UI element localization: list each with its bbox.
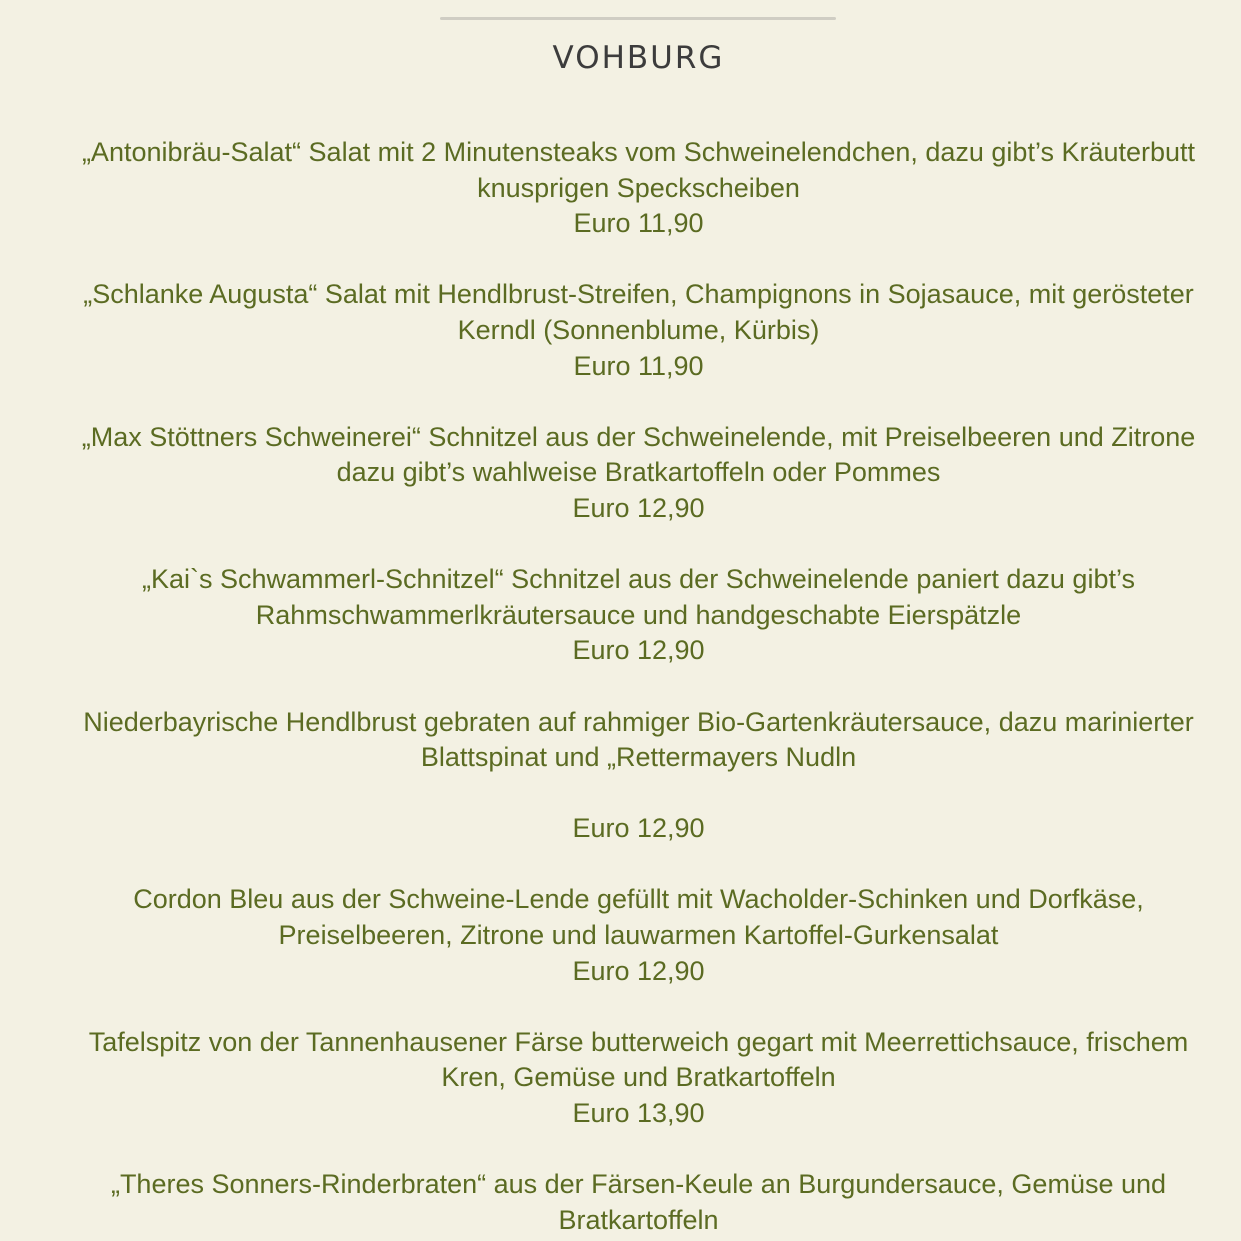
menu-item-description: Bratkartoffeln <box>558 1204 719 1235</box>
menu-item-tafelspitz <box>0 1025 1241 1132</box>
menu-item-description: Niederbayrische Hendlbrust gebraten auf rahmiger Bio-Gartenkräutersauce, dazu marinierter <box>83 706 1194 737</box>
menu-list <box>0 135 1241 1238</box>
page-title: VOHBURG <box>552 40 725 76</box>
header-divider <box>440 17 836 20</box>
menu-item-description: „Kai`s Schwammerl-Schnitzel“ Schnitzel aus der Schweinelende paniert dazu gibt’s <box>142 564 1135 595</box>
menu-item-description: Rahmschwammerlkräutersauce und handgeschabte Eierspätzle <box>255 599 1022 630</box>
menu-item-description: dazu gibt’s wahlweise Bratkartoffeln oder Pommes <box>336 457 941 488</box>
menu-item-description: knusprigen Speckscheiben <box>477 172 800 203</box>
menu-item-niederbayrische-hendlbrust <box>0 705 1241 847</box>
menu-item-theres-sonners-rinderbraten <box>0 1167 1241 1238</box>
menu-item-description: Tafelspitz von der Tannenhausener Färse butterweich gegart mit Meerrettichsauce, frischem <box>88 1026 1189 1057</box>
menu-item-price: Euro 13,90 <box>572 1098 705 1129</box>
menu-item-schlanke-augusta <box>0 277 1241 384</box>
menu-item-description: Kerndl (Sonnenblume, Kürbis) <box>457 314 820 345</box>
menu-item-description: „Antonibräu-Salat“ Salat mit 2 Minutensteaks vom Schweinelendchen, dazu gibt’s Kräuterbutt <box>81 137 1196 167</box>
menu-item-description: Blattspinat und „Rettermayers Nudln <box>420 742 857 773</box>
menu-item-description: „Schlanke Augusta“ Salat mit Hendlbrust-Streifen, Champignons in Sojasauce, mit gerösteter <box>83 279 1194 310</box>
menu-item-description: „Max Stöttners Schweinerei“ Schnitzel aus der Schweinelende, mit Preiselbeeren und Zitrone <box>81 421 1196 452</box>
menu-item-antonibraeu-salat <box>0 135 1241 242</box>
menu-item-price: Euro 12,90 <box>572 813 705 844</box>
menu-item-max-stoettners-schweinerei <box>0 420 1241 527</box>
menu-item-price: Euro 11,90 <box>573 208 704 239</box>
menu-item-description: Preiselbeeren, Zitrone und lauwarmen Kartoffel-Gurkensalat <box>278 920 999 951</box>
menu-item-price: Euro 12,90 <box>572 635 705 666</box>
menu-item-cordon-bleu <box>0 882 1241 989</box>
menu-item-price: Euro 12,90 <box>572 955 705 986</box>
menu-item-description: Cordon Bleu aus der Schweine-Lende gefüllt mit Wacholder-Schinken und Dorfkäse, <box>133 884 1144 915</box>
menu-item-price: Euro 11,90 <box>573 350 704 381</box>
menu-item-kais-schwammerl-schnitzel <box>0 562 1241 669</box>
menu-item-description: „Theres Sonners-Rinderbraten“ aus der Färsen-Keule an Burgundersauce, Gemüse und <box>110 1169 1167 1200</box>
menu-item-price: Euro 12,90 <box>572 492 705 523</box>
menu-item-description: Kren, Gemüse und Bratkartoffeln <box>441 1062 836 1093</box>
